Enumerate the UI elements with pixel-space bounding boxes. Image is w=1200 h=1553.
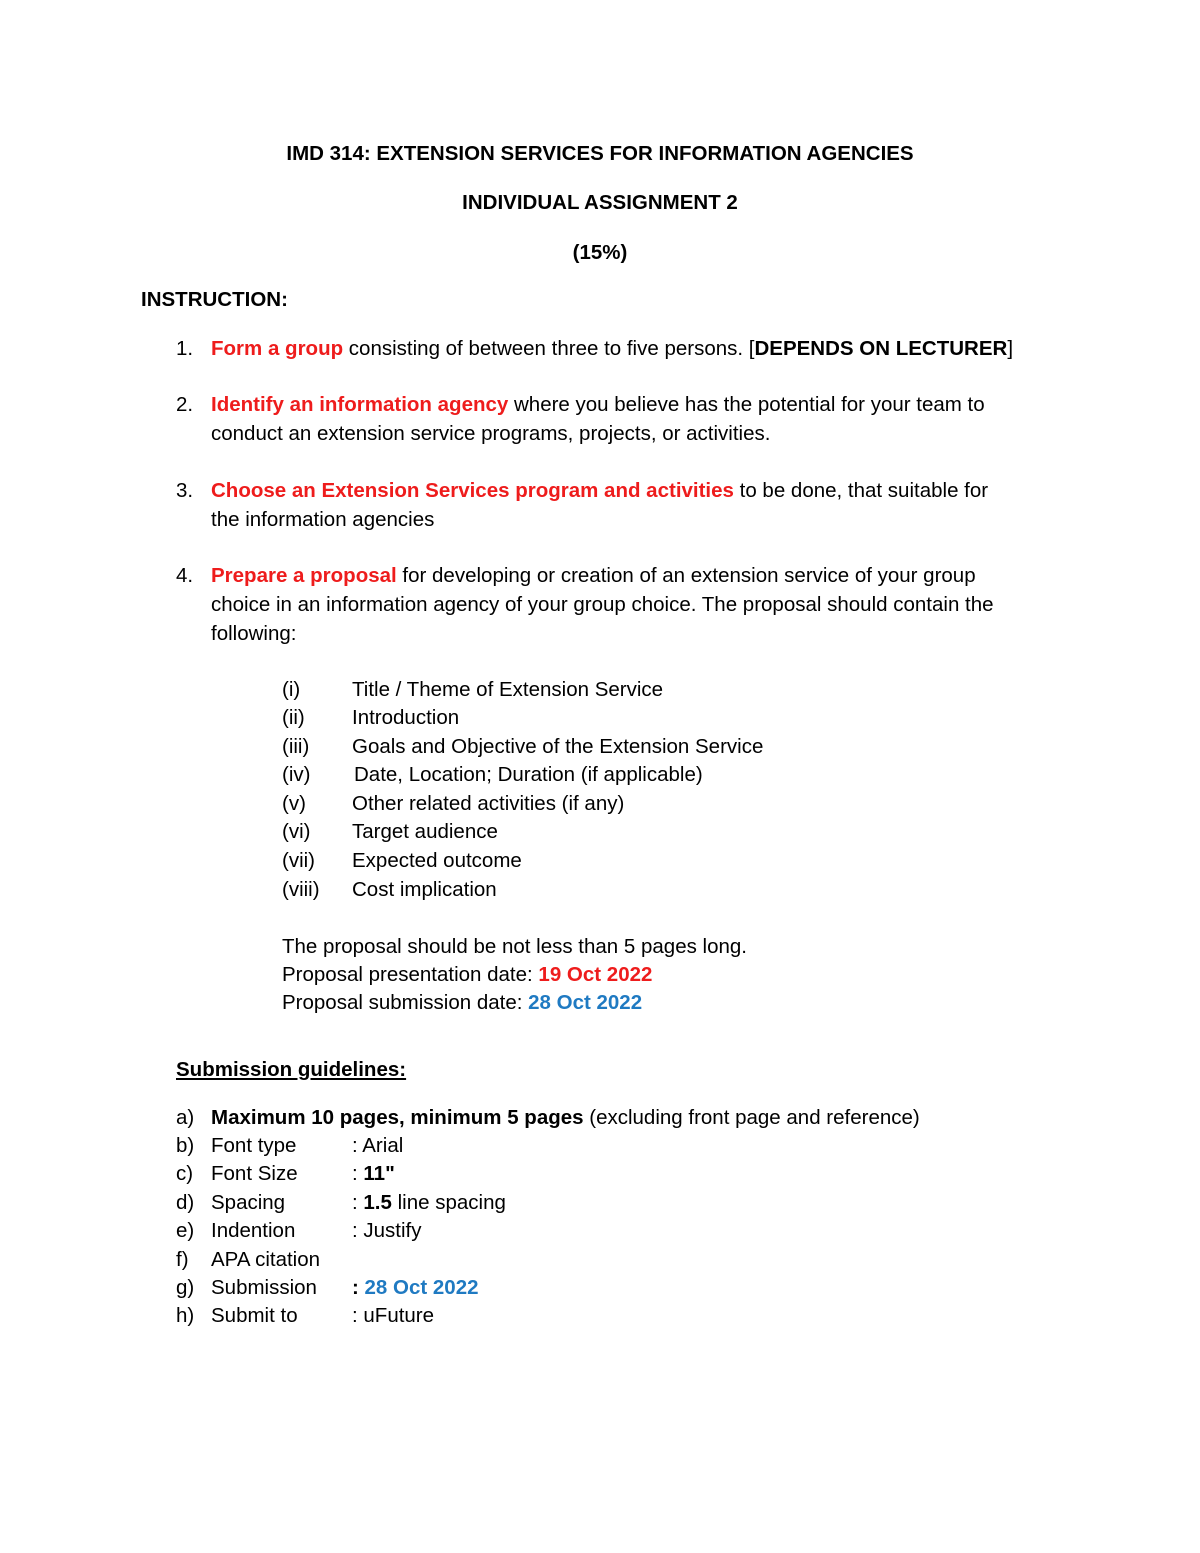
item-text: ]	[1007, 337, 1014, 360]
sublist-number: (ii)	[282, 706, 305, 729]
sublist-number: (iii)	[282, 735, 310, 758]
guideline-page-limits	[211, 1108, 920, 1129]
item-number: 4.	[176, 564, 194, 587]
instruction-item-4	[211, 566, 976, 587]
item-number: 2.	[176, 393, 194, 416]
item-highlight: Choose an Extension Services program and activities	[211, 479, 734, 502]
item-number: 3.	[176, 479, 194, 502]
instruction-item-1	[211, 339, 1013, 360]
sublist-number: (i)	[282, 678, 301, 701]
guideline-bold-text: Maximum 10 pages, minimum 5 pages	[211, 1106, 584, 1129]
guideline-value-bold: 11"	[363, 1162, 395, 1185]
guideline-value-rest: line spacing	[391, 1191, 506, 1214]
item-number: 1.	[176, 337, 194, 360]
sublist-item: Title / Theme of Extension Service	[352, 678, 664, 701]
submission-date: 28 Oct 2022	[528, 991, 643, 1014]
guidelines-heading: Submission guidelines:	[176, 1058, 407, 1081]
sublist-item: Introduction	[352, 706, 460, 729]
guideline-label: Font type	[211, 1134, 297, 1157]
assignment-subtitle: INDIVIDUAL ASSIGNMENT 2	[462, 191, 738, 214]
guideline-value-prefix: :	[352, 1191, 364, 1214]
instruction-item-2	[211, 395, 985, 416]
guideline-value	[352, 1193, 506, 1214]
guideline-value	[352, 1164, 395, 1185]
instruction-heading: INSTRUCTION:	[141, 288, 288, 311]
guideline-submission-date: 28 Oct 2022	[364, 1276, 479, 1299]
guideline-value	[352, 1278, 479, 1299]
item-highlight: Identify an information agency	[211, 393, 509, 416]
guideline-value-prefix: :	[352, 1162, 364, 1185]
proposal-length-note: The proposal should be not less than 5 pages long.	[282, 935, 747, 958]
item-highlight: Form a group	[211, 337, 344, 360]
guideline-letter: c)	[176, 1162, 194, 1185]
item-text-continued: the information agencies	[211, 508, 435, 531]
presentation-date-label: Proposal presentation date:	[282, 963, 539, 986]
item-bold-text: DEPENDS ON LECTURER	[754, 337, 1008, 360]
item-text-continued: conduct an extension service programs, projects, or activities.	[211, 422, 771, 445]
guideline-letter: f)	[176, 1248, 189, 1271]
sublist-item: Other related activities (if any)	[352, 792, 625, 815]
guideline-letter: h)	[176, 1304, 195, 1327]
guideline-letter: g)	[176, 1276, 195, 1299]
item-text-continued: following:	[211, 622, 297, 645]
sublist-number: (vii)	[282, 849, 316, 872]
sublist-number: (iv)	[282, 763, 311, 786]
guideline-label: Submission	[211, 1276, 317, 1299]
sublist-item: Date, Location; Duration (if applicable)	[354, 763, 703, 786]
guideline-text: (excluding front page and reference)	[583, 1106, 920, 1129]
sublist-number: (v)	[282, 792, 306, 815]
guideline-label: Indention	[211, 1219, 296, 1242]
guideline-value: : Arial	[352, 1134, 404, 1157]
guideline-label: Submit to	[211, 1304, 298, 1327]
document-title: IMD 314: EXTENSION SERVICES FOR INFORMATION AGENCIES	[286, 142, 914, 165]
guideline-letter: b)	[176, 1134, 195, 1157]
item-text-continued: choice in an information agency of your group choice. The proposal should contain the	[211, 593, 994, 616]
sublist-item: Goals and Objective of the Extension Service	[352, 735, 764, 758]
guideline-value-prefix: :	[352, 1276, 365, 1299]
item-highlight: Prepare a proposal	[211, 564, 397, 587]
sublist-item: Target audience	[352, 820, 498, 843]
instruction-item-3	[211, 481, 988, 502]
assignment-weight: (15%)	[572, 241, 628, 264]
guideline-value: : uFuture	[352, 1304, 435, 1327]
sublist-number: (vi)	[282, 820, 311, 843]
submission-date-line	[282, 993, 642, 1014]
guideline-letter: d)	[176, 1191, 195, 1214]
guideline-label: APA citation	[211, 1248, 321, 1271]
guideline-value-bold: 1.5	[363, 1191, 392, 1214]
guideline-label: Font Size	[211, 1162, 298, 1185]
sublist-item: Expected outcome	[352, 849, 522, 872]
sublist-item: Cost implication	[352, 878, 497, 901]
presentation-date: 19 Oct 2022	[538, 963, 653, 986]
submission-date-label: Proposal submission date:	[282, 991, 529, 1014]
guideline-value: : Justify	[352, 1219, 422, 1242]
guideline-label: Spacing	[211, 1191, 286, 1214]
item-text: for developing or creation of an extension service of your group	[396, 564, 976, 587]
presentation-date-line	[282, 965, 652, 986]
guideline-letter: e)	[176, 1219, 195, 1242]
item-text: consisting of between three to five persons. [	[343, 337, 755, 360]
item-text: to be done, that suitable for	[733, 479, 989, 502]
sublist-number: (viii)	[282, 878, 320, 901]
guideline-letter: a)	[176, 1106, 195, 1129]
item-text: where you believe has the potential for your team to	[508, 393, 985, 416]
